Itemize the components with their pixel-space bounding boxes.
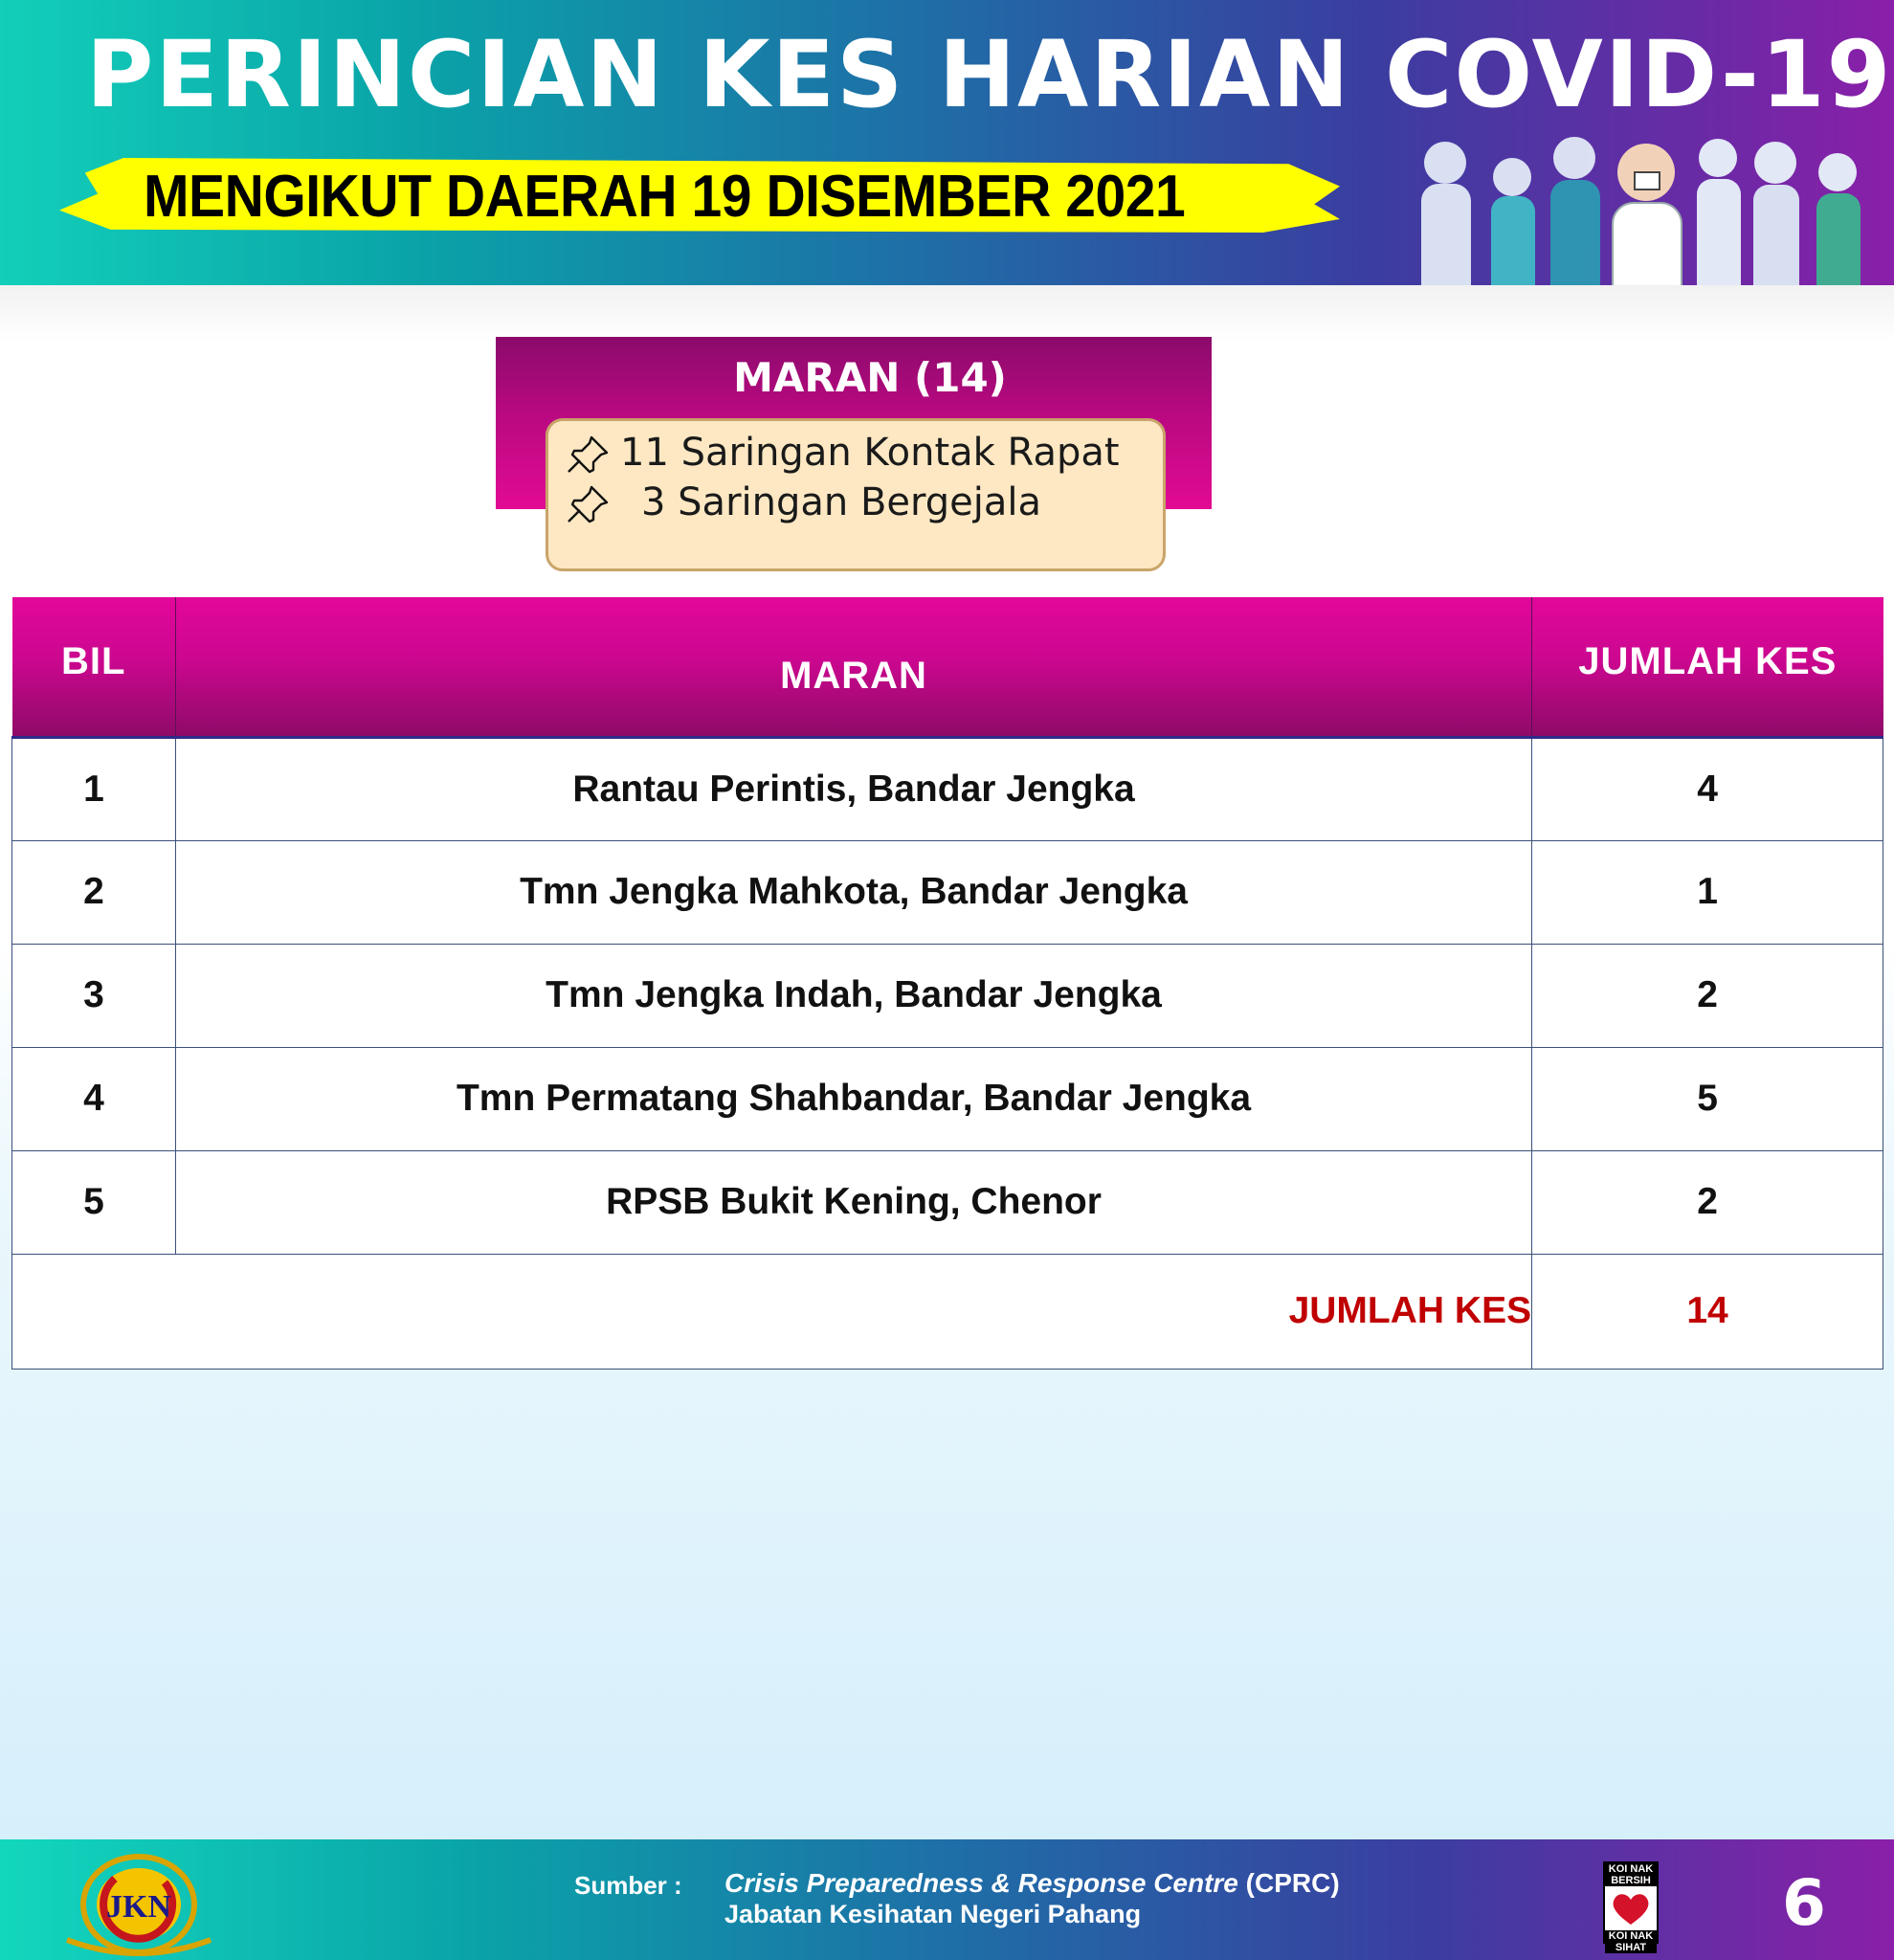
source-org-name: Crisis Preparedness & Response Centre bbox=[724, 1868, 1238, 1898]
row-number: 4 bbox=[12, 1047, 176, 1150]
total-row bbox=[12, 1254, 1883, 1369]
row-location: Rantau Perintis, Bandar Jengka bbox=[175, 737, 1531, 840]
row-cases: 2 bbox=[1532, 944, 1883, 1047]
header-cases: JUMLAH KES bbox=[1532, 597, 1883, 737]
badge-bottom-text: KOI NAK SIHAT bbox=[1605, 1930, 1657, 1953]
table-row bbox=[12, 944, 1883, 1047]
source-department: Jabatan Kesihatan Negeri Pahang bbox=[724, 1900, 1142, 1928]
case-table bbox=[11, 597, 1883, 1370]
badge-top-text: KOI NAK BERSIH bbox=[1605, 1863, 1657, 1886]
row-location: Tmn Permatang Shahbandar, Bandar Jengka bbox=[175, 1047, 1531, 1150]
district-title: MARAN (14) bbox=[733, 354, 1007, 401]
jkn-logo bbox=[57, 1852, 220, 1957]
note-text: 11 Saringan Kontak Rapat bbox=[620, 431, 1120, 475]
table-row bbox=[12, 737, 1883, 840]
header-banner bbox=[0, 0, 1894, 285]
pin-icon bbox=[565, 483, 611, 525]
pin-icon bbox=[565, 434, 611, 476]
header-bil: BIL bbox=[12, 597, 176, 737]
row-number: 2 bbox=[12, 840, 176, 944]
row-location: Tmn Jengka Mahkota, Bandar Jengka bbox=[175, 840, 1531, 944]
header-wave-divider bbox=[0, 285, 1894, 343]
row-location: Tmn Jengka Indah, Bandar Jengka bbox=[175, 944, 1531, 1047]
total-value: 14 bbox=[1532, 1254, 1883, 1369]
page-title: PERINCIAN KES HARIAN COVID-19 bbox=[86, 21, 1893, 128]
table-header-row bbox=[12, 597, 1883, 737]
table-row bbox=[12, 1150, 1883, 1254]
source-organization bbox=[724, 1868, 1340, 1899]
row-cases: 5 bbox=[1532, 1047, 1883, 1150]
page-subtitle: MENGIKUT DAERAH 19 DISEMBER 2021 bbox=[144, 164, 1186, 230]
note-close-contact bbox=[565, 431, 1120, 476]
note-text: 3 Saringan Bergejala bbox=[641, 480, 1041, 524]
table-row bbox=[12, 840, 1883, 944]
note-symptomatic bbox=[565, 480, 1041, 525]
row-cases: 4 bbox=[1532, 737, 1883, 840]
row-number: 3 bbox=[12, 944, 176, 1047]
table-row bbox=[12, 1047, 1883, 1150]
source-org-abbr: (CPRC) bbox=[1245, 1868, 1340, 1898]
svg-text:JKN: JKN bbox=[106, 1889, 171, 1925]
page-number: 6 bbox=[1782, 1866, 1826, 1940]
row-location: RPSB Bukit Kening, Chenor bbox=[175, 1150, 1531, 1254]
row-cases: 1 bbox=[1532, 840, 1883, 944]
row-number: 1 bbox=[12, 737, 176, 840]
heart-icon bbox=[1605, 1886, 1657, 1930]
source-label: Sumber : bbox=[574, 1871, 682, 1900]
healthcare-workers-illustration bbox=[1407, 134, 1885, 285]
row-cases: 2 bbox=[1532, 1150, 1883, 1254]
header-location: MARAN bbox=[175, 597, 1531, 737]
row-number: 5 bbox=[12, 1150, 176, 1254]
koi-nak-sihat-badge bbox=[1603, 1861, 1659, 1953]
total-label: JUMLAH KES bbox=[12, 1254, 1532, 1369]
